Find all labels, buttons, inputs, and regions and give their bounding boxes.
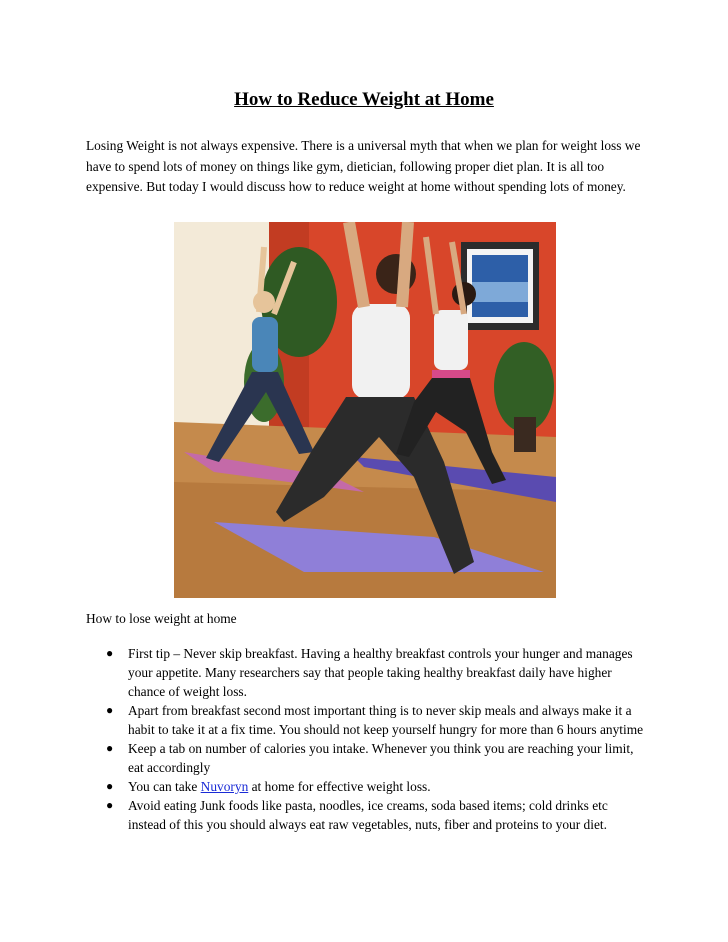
intro-paragraph: Losing Weight is not always expensive. There is a universal myth that when we plan for weight loss we have to spend lots of money on things like gym, dietician, following proper diet plan. It is all too expensive. But today I would discuss how to reduce weight at home without spending lots of money. [86,138,641,194]
list-item [0,701,648,739]
bullet-icon: ● [106,798,114,812]
bullet-icon: ● [106,646,114,660]
list-item-text: Avoid eating Junk foods like pasta, noodles, ice creams, soda based items; cold drinks etc instead of this you should always eat raw vegetables, nuts, fiber and proteins to your diet. [128,798,608,832]
list-item [0,796,648,834]
subheading: How to lose weight at home [86,611,237,626]
document-title: How to Reduce Weight at Home [234,89,494,110]
list-item-text-before: You can take [128,779,201,794]
bullet-icon: ● [106,703,114,717]
yoga-photo [174,222,556,598]
bullet-icon: ● [106,741,114,755]
list-item [0,644,648,701]
list-item [0,739,648,777]
product-link[interactable]: Nuvoryn [200,779,249,794]
tips-list [0,644,728,834]
list-item-text-after: at home for effective weight loss. [248,779,431,794]
list-item [0,777,648,796]
bullet-icon: ● [106,779,114,793]
list-item-text: First tip – Never skip breakfast. Having a healthy breakfast controls your hunger and manages your appetite. Many researchers say that people taking healthy breakfast daily have higher chance of weight loss. [128,646,633,699]
list-item-text: Keep a tab on number of calories you intake. Whenever you think you are reaching your limit, eat accordingly [128,741,634,775]
list-item-text: Apart from breakfast second most important thing is to never skip meals and always make it a habit to take it at a fix time. You should not keep yourself hungry for more than 6 hours anytime [128,703,644,737]
